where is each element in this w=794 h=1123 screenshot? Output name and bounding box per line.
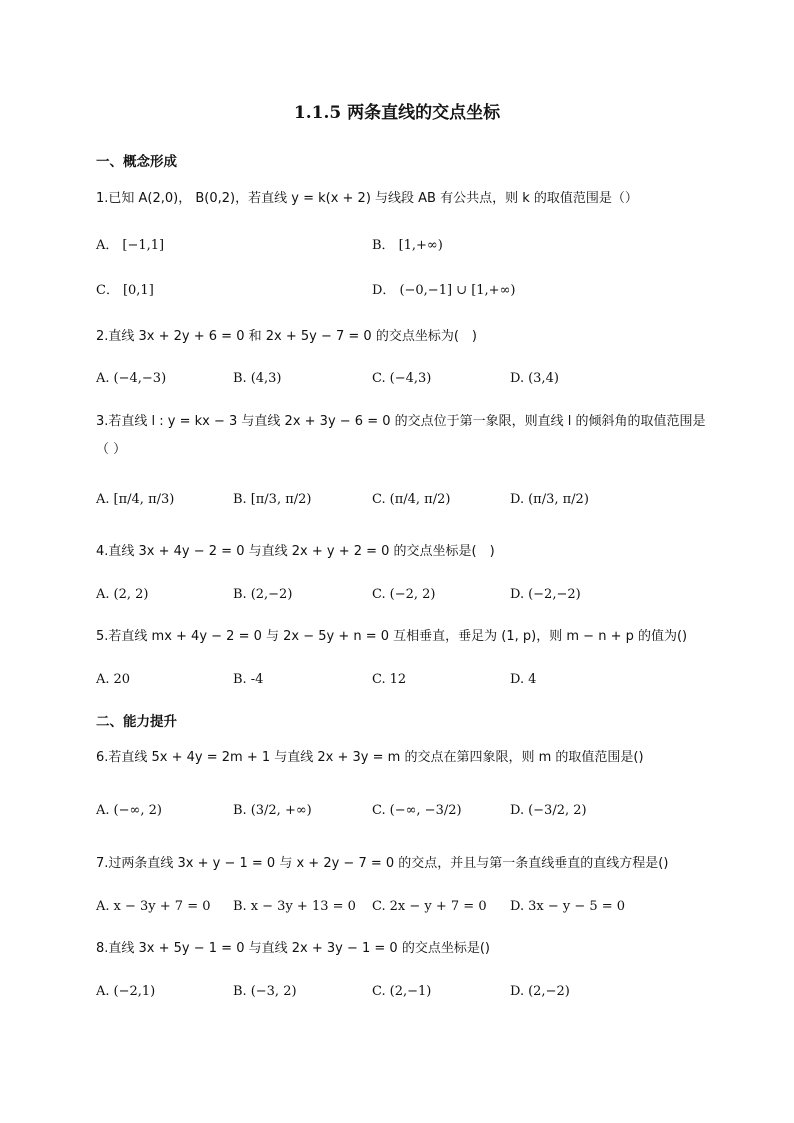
option-d: D. (π/3, π/2) [510,492,589,507]
option-d: D． (−0,−1] ∪ [1,+∞) [372,283,516,298]
option-b: B. x − 3y + 13 = 0 [233,899,356,914]
question-6-stem: 6.若直线 5x + 4y = 2m + 1 与直线 2x + 3y = m 的交点在第四象限，则 m 的取值范围是() [96,750,644,765]
option-d: D. 4 [510,672,537,687]
option-d: D. (−3/2, 2) [510,803,587,818]
option-b: B. (3/2, +∞) [233,803,312,818]
option-c: C. 2x − y + 7 = 0 [372,899,487,914]
question-7-options [96,892,696,922]
option-c: C. (2,−1) [372,984,432,999]
option-c: C. (−4,3) [372,371,432,386]
question-2-stem: 2.直线 3x + 2y + 6 = 0 和 2x + 5y − 7 = 0 的交点坐标为( ) [96,329,477,344]
option-d: D. 3x − y − 5 = 0 [510,899,626,914]
page-title: 1.1.5 两条直线的交点坐标 [293,103,501,123]
option-a: A． [−1,1] [96,238,165,253]
option-b: B. [π/3, π/2) [233,492,312,507]
option-b: B. (4,3) [233,371,282,386]
option-a: A. 20 [96,672,131,687]
option-a: A. (−∞, 2) [96,803,162,818]
option-c: C． [0,1] [96,283,154,298]
question-4-stem: 4.直线 3x + 4y − 2 = 0 与直线 2x + y + 2 = 0 的交点坐标是( ) [96,544,495,559]
option-d: D. (−2,−2) [510,587,581,602]
option-a: A. (2, 2) [96,587,149,602]
question-8-stem: 8.直线 3x + 5y − 1 = 0 与直线 2x + 3y − 1 = 0 的交点坐标是() [96,941,490,956]
question-6-options [96,796,696,826]
question-1-options [96,231,696,261]
option-b: B. (−3, 2) [233,984,297,999]
question-5-options [96,665,696,695]
question-2-options [96,364,696,394]
option-a: A. x − 3y + 7 = 0 [96,899,211,914]
section-heading-ability: 二、能力提升 [96,714,177,730]
question-1-options-row2 [96,276,696,306]
option-c: C. 12 [372,672,407,687]
option-d: D. (2,−2) [510,984,570,999]
option-c: C. (−∞, −3/2) [372,803,462,818]
question-8-options [96,977,696,1007]
question-3-stem: 3.若直线 l : y = kx − 3 与直线 2x + 3y − 6 = 0 的交点位于第一象限，则直线 l 的倾斜角的取值范围是（ ） [96,414,706,457]
option-b: B. (2,−2) [233,587,293,602]
option-c: C. (−2, 2) [372,587,436,602]
option-a: A. (−2,1) [96,984,156,999]
option-a: A. (−4,−3) [96,371,167,386]
option-b: B． [1,+∞) [372,238,443,253]
option-d: D. (3,4) [510,371,559,386]
option-c: C. (π/4, π/2) [372,492,451,507]
section-heading-concept: 一、概念形成 [96,154,177,170]
question-1-stem: 1.已知 A(2,0)， B(0,2)，若直线 y = k(x + 2) 与线段 AB 有公共点，则 k 的取值范围是（） [96,191,638,206]
option-a: A. [π/4, π/3) [96,492,175,507]
question-3-options [96,485,696,515]
question-5-stem: 5.若直线 mx + 4y − 2 = 0 与 2x − 5y + n = 0 互相垂直，垂足为 (1, p)，则 m − n + p 的值为() [96,629,688,644]
option-b: B. -4 [233,672,264,687]
question-4-options [96,580,696,610]
question-7-stem: 7.过两条直线 3x + y − 1 = 0 与 x + 2y − 7 = 0 的交点，并且与第一条直线垂直的直线方程是() [96,856,669,871]
